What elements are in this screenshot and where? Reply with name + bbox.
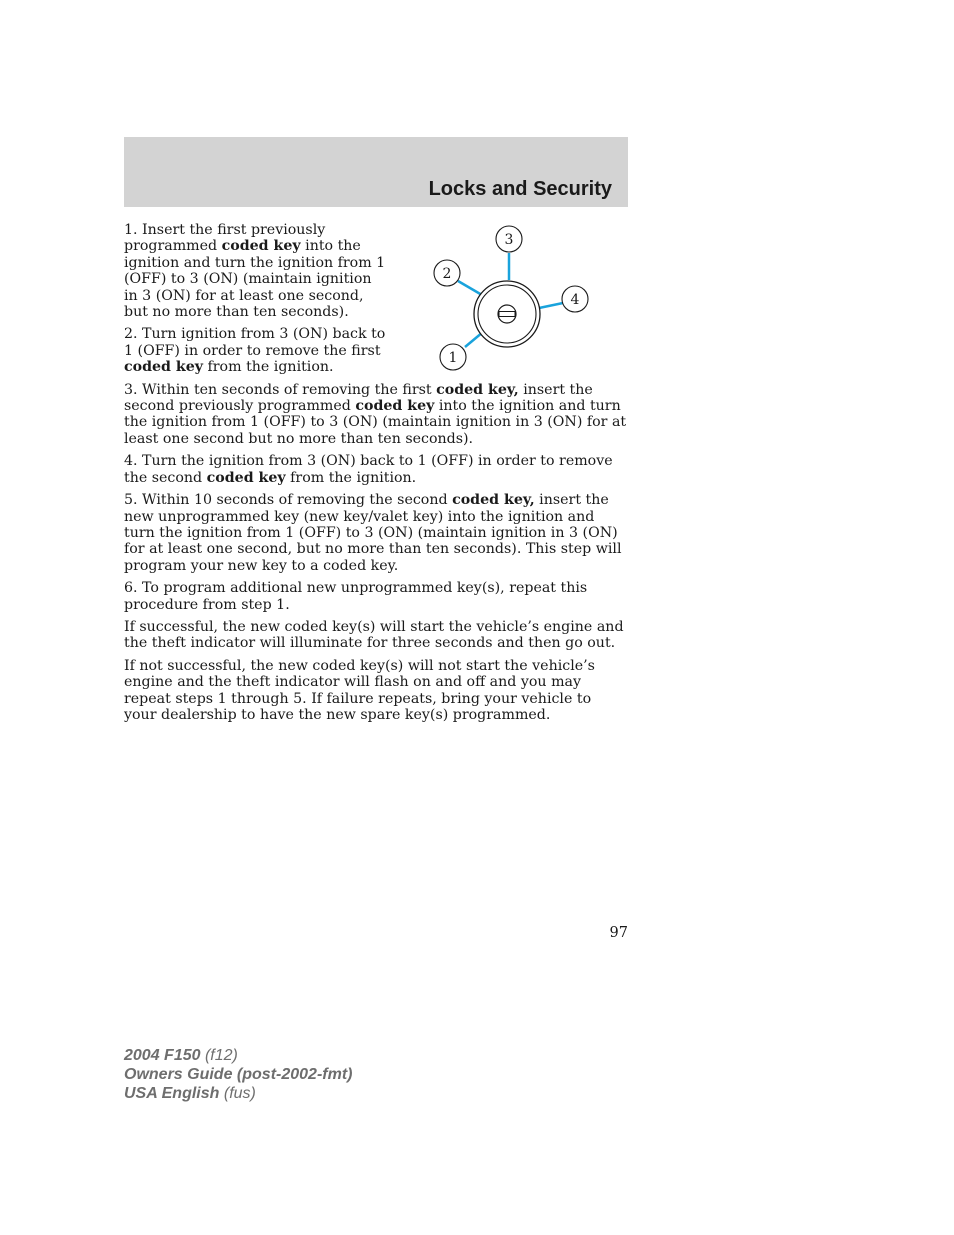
step-6: 6. To program additional new unprogrammed key(s), repeat this procedure from step 1. bbox=[124, 580, 588, 613]
failure-paragraph: If not successful, the new coded key(s) will not start the vehicle’s engine and the theft indicator will flash on and off and you may repeat steps 1 through 5. If failure repeats, bring your vehicle to your dealership to have the new spare key(s) programmed. bbox=[124, 657, 595, 723]
document-footer bbox=[124, 1046, 352, 1103]
position-label-2: 2 bbox=[442, 266, 452, 282]
position-label-3: 3 bbox=[504, 232, 514, 248]
step-1: 1. Insert the first previously programmed coded key into the ignition and turn the ignition from 1 (OFF) to 3 (ON) (maintain ignition in 3 (ON) for at least one second, but no more than ten seconds). bbox=[124, 222, 386, 321]
page-number: 97 bbox=[609, 925, 628, 941]
step-2: 2. Turn ignition from 3 (ON) back to 1 (OFF) in order to remove the first coded key from the ignition. bbox=[124, 326, 386, 376]
step-3: 3. Within ten seconds of removing the first coded key, insert the second previously programmed coded key into the ignition and turn the ignition from 1 (OFF) to 3 (ON) (maintain ignition in 3 (ON) for at least one second but no more than ten seconds). bbox=[124, 381, 627, 447]
section-header-band bbox=[124, 137, 628, 207]
footer-line-1: 2004 F150 (f12) bbox=[124, 1047, 238, 1064]
position-label-4: 4 bbox=[570, 292, 580, 308]
success-paragraph: If successful, the new coded key(s) will start the vehicle’s engine and the theft indicator will illuminate for three seconds and then go out. bbox=[124, 618, 624, 652]
section-title: Locks and Security bbox=[428, 178, 612, 200]
footer-line-3: USA English (fus) bbox=[124, 1085, 256, 1102]
footer-line-2: Owners Guide (post-2002-fmt) bbox=[124, 1066, 353, 1083]
position-label-1: 1 bbox=[448, 350, 458, 366]
procedure-text bbox=[124, 222, 628, 729]
step-4: 4. Turn the ignition from 3 (ON) back to 1 (OFF) in order to remove the second coded key from the ignition. bbox=[124, 453, 613, 486]
step-5: 5. Within 10 seconds of removing the second coded key, insert the new unprogrammed key (new key/valet key) into the ignition and turn the ignition from 1 (OFF) to 3 (ON) (maintain ignition in 3 (ON) for at least one second, but no more than ten seconds). This step will program your new key to a coded key. bbox=[124, 492, 622, 574]
